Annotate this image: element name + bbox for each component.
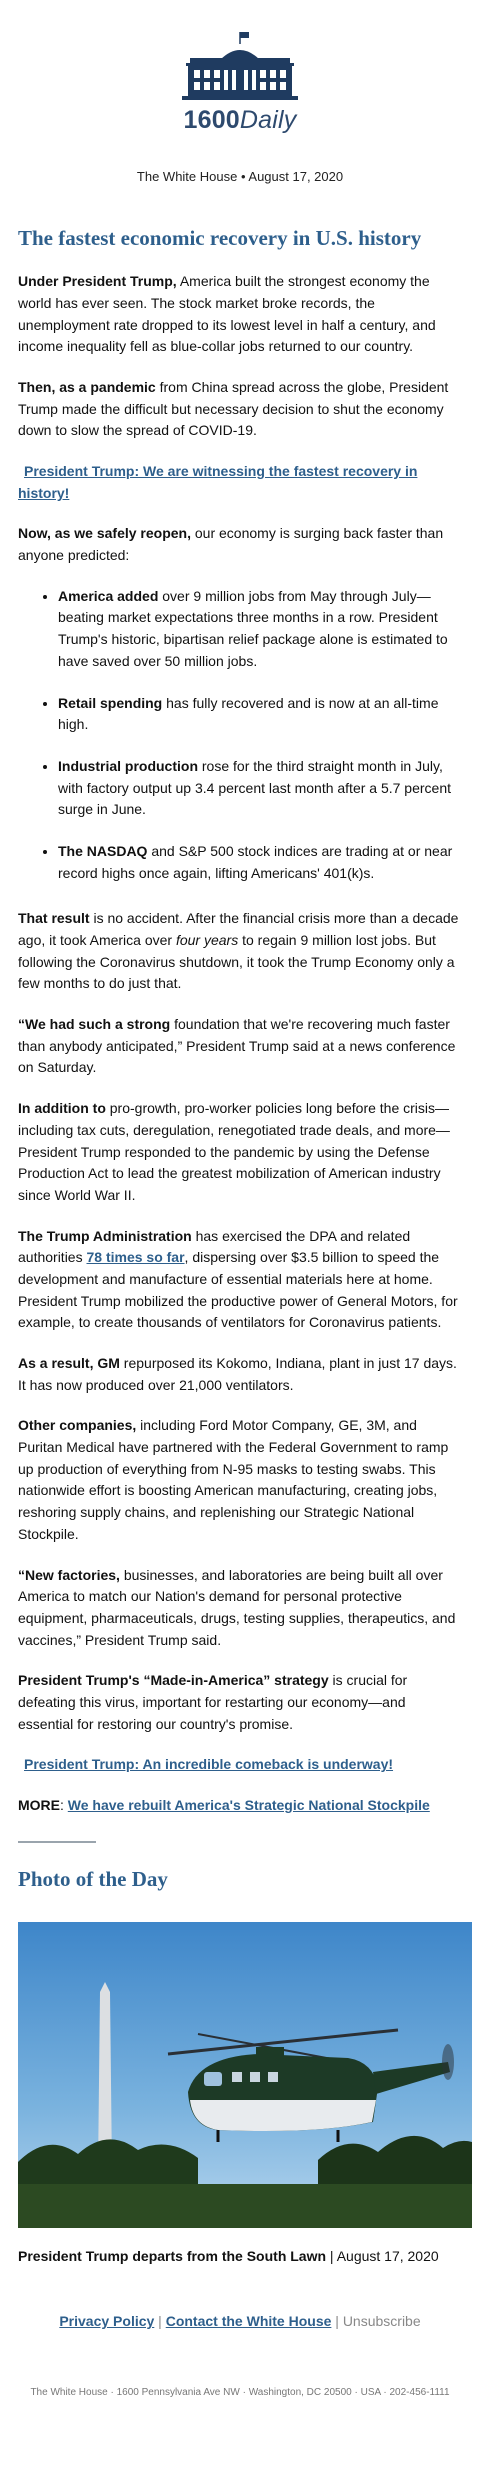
paragraph-text: our economy is surging back faster than anyone predicted: <box>18 525 444 564</box>
paragraph-text: businesses, and laboratories are being built all over America to match our Nation's demand for personal protective equipment, pharmaceuticals, drugs, testing supplies, therapeutics, and vaccines,” President Trump said. <box>18 1566 456 1648</box>
bullet-text: rose for the third straight month in July, with factory output up 3.4 percent last month after a 5.7 percent surge in June. <box>58 757 452 818</box>
paragraph-lead: “New factories, <box>18 1566 120 1583</box>
video-link-fastest-recovery[interactable]: President Trump: We are witnessing the fastest recovery in history! <box>18 463 418 501</box>
brand-wordmark <box>160 106 320 135</box>
white-house-logo-icon <box>170 30 310 102</box>
logo[interactable] <box>160 0 320 135</box>
stockpile-link[interactable]: We have rebuilt America's Strategic National Stockpile <box>67 1797 430 1813</box>
paragraph-lead: Other companies, <box>18 1417 137 1434</box>
video-link-paragraph-1 <box>18 461 462 504</box>
list-item <box>58 693 462 736</box>
bullet-lead: America added <box>58 587 159 604</box>
paragraph-lead: Under President Trump, <box>18 273 177 290</box>
paragraph-text: to regain 9 million lost jobs. But following the Coronavirus shutdown, it took the Trump Economy only a few months to do just that. <box>18 932 455 992</box>
paragraph-lead: President Trump's “Made-in-America” strategy <box>18 1672 329 1689</box>
paragraph-intro <box>18 271 462 358</box>
more-paragraph <box>18 1795 462 1817</box>
paragraph-lead: The Trump Administration <box>18 1227 192 1244</box>
section-divider <box>18 1841 96 1843</box>
paragraph-lead: Now, as we safely reopen, <box>18 525 191 542</box>
dateline: The White House • August 17, 2020 <box>136 169 344 184</box>
video-link-paragraph-2 <box>18 1754 462 1776</box>
bullet-text: has fully recovered and is now at an all-time high. <box>58 694 439 733</box>
more-separator: : <box>60 1797 68 1813</box>
paragraph-lead: “We had such a strong <box>18 1016 171 1033</box>
paragraph-text: repurposed its Kokomo, Indiana, plant in just 17 days. It has now produced over 21,000 ventilators. <box>18 1355 457 1393</box>
article-body <box>0 226 480 2267</box>
paragraph-reopen <box>18 523 462 566</box>
paragraph-text: including Ford Motor Company, GE, 3M, and Puritan Medical have partnered with the Federal Government to ramp up production of everything from N-95 masks to testing swabs. This nationwide effort is boosting American manufacturing, creating jobs, reshoring supply chains, and replenishing our Strategic National Stockpile. <box>18 1417 449 1542</box>
footer-separator: | <box>154 2313 166 2330</box>
list-item <box>58 756 462 821</box>
paragraph-text: from China spread across the globe, President Trump made the difficult but necessary decision to shut the economy down to slow the spread of COVID-19. <box>18 378 449 439</box>
article-title: The fastest economic recovery in U.S. history <box>18 226 422 250</box>
brand-number: 1600 <box>183 106 240 134</box>
caption-title: President Trump departs from the South Lawn <box>18 2247 327 2264</box>
bullet-text: over 9 million jobs from May through July—beating market expectations three months in a row. President Trump's historic, bipartisan relief package alone is estimated to have saved over 50 million jobs. <box>58 587 448 669</box>
paragraph-result <box>18 908 462 995</box>
photo-caption <box>18 2246 462 2268</box>
paragraph-quote-foundation <box>18 1014 462 1079</box>
dpa-78-times-link[interactable]: 78 times so far <box>86 1249 185 1266</box>
footer-separator: | <box>331 2313 343 2330</box>
footer-links <box>0 2313 480 2329</box>
paragraph-text: , dispersing over $3.5 billion to speed the development and manufacture of essential materials here at home. President Trump mobilized the productive power of General Motors, for example, to create thousands of ventilators for Coronavirus patients. <box>18 1249 458 1331</box>
paragraph-strategy <box>18 1670 462 1735</box>
paragraph-dpa <box>18 1098 462 1206</box>
caption-date: | August 17, 2020 <box>326 2247 439 2264</box>
privacy-policy-link[interactable]: Privacy Policy <box>59 2313 155 2330</box>
paragraph-lead: In addition to <box>18 1100 106 1117</box>
paragraph-text: America built the strongest economy the world has ever seen. The stock market broke records, the unemployment rate dropped to its lowest level in half a century, and income inequality fell as blue-collar jobs returned to our country. <box>18 273 436 355</box>
paragraph-lead: Then, as a pandemic <box>18 378 156 395</box>
brand-word: Daily <box>239 106 297 134</box>
paragraph-text: is no accident. After the financial crisis more than a decade ago, it took America over <box>18 910 459 948</box>
unsubscribe-link[interactable]: Unsubscribe <box>342 2313 421 2330</box>
emphasis-text: four years <box>175 932 239 948</box>
bullet-text: and S&P 500 stock indices are trading at or near record highs once again, lifting Americans' 401(k)s. <box>58 842 453 881</box>
contact-link[interactable]: Contact the White House <box>165 2313 332 2330</box>
paragraph-text: foundation that we're recovering much faster than anybody anticipated,” President Trump said at a news conference on Saturday. <box>18 1016 456 1076</box>
more-label: MORE <box>18 1797 60 1813</box>
paragraph-text: is crucial for defeating this virus, important for restarting our economy—and essential for restoring our country's promise. <box>18 1672 408 1732</box>
photo-of-the-day-image[interactable] <box>18 1922 472 2228</box>
video-link-comeback[interactable]: President Trump: An incredible comeback is underway! <box>24 1756 394 1773</box>
paragraph-gm <box>18 1353 462 1396</box>
bullet-lead: The NASDAQ <box>58 842 148 859</box>
economy-bullets <box>18 586 462 885</box>
bullet-lead: Industrial production <box>58 757 198 774</box>
list-item <box>58 586 462 673</box>
paragraph-companies <box>18 1415 462 1545</box>
paragraph-lead: As a result, GM <box>18 1355 120 1371</box>
bullet-lead: Retail spending <box>58 694 163 711</box>
list-item <box>58 841 462 884</box>
paragraph-lead: That result <box>18 910 90 927</box>
photo-section-title: Photo of the Day <box>18 1866 168 1891</box>
paragraph-administration <box>18 1226 462 1334</box>
paragraph-pandemic <box>18 377 462 442</box>
paragraph-text: has exercised the DPA and related authorities <box>18 1227 411 1266</box>
paragraph-text: pro-growth, pro-worker policies long before the crisis—including tax cuts, deregulation, renegotiated trade deals, and more—President Trump responded to the pandemic by using the Defense Production Act to lead the greatest mobilization of American industry since World War II. <box>18 1100 450 1203</box>
footer-address: The White House · 1600 Pennsylvania Ave NW · Washington, DC 20500 · USA · 202-456-1111 <box>30 2387 450 2399</box>
paragraph-quote-factories <box>18 1565 462 1652</box>
